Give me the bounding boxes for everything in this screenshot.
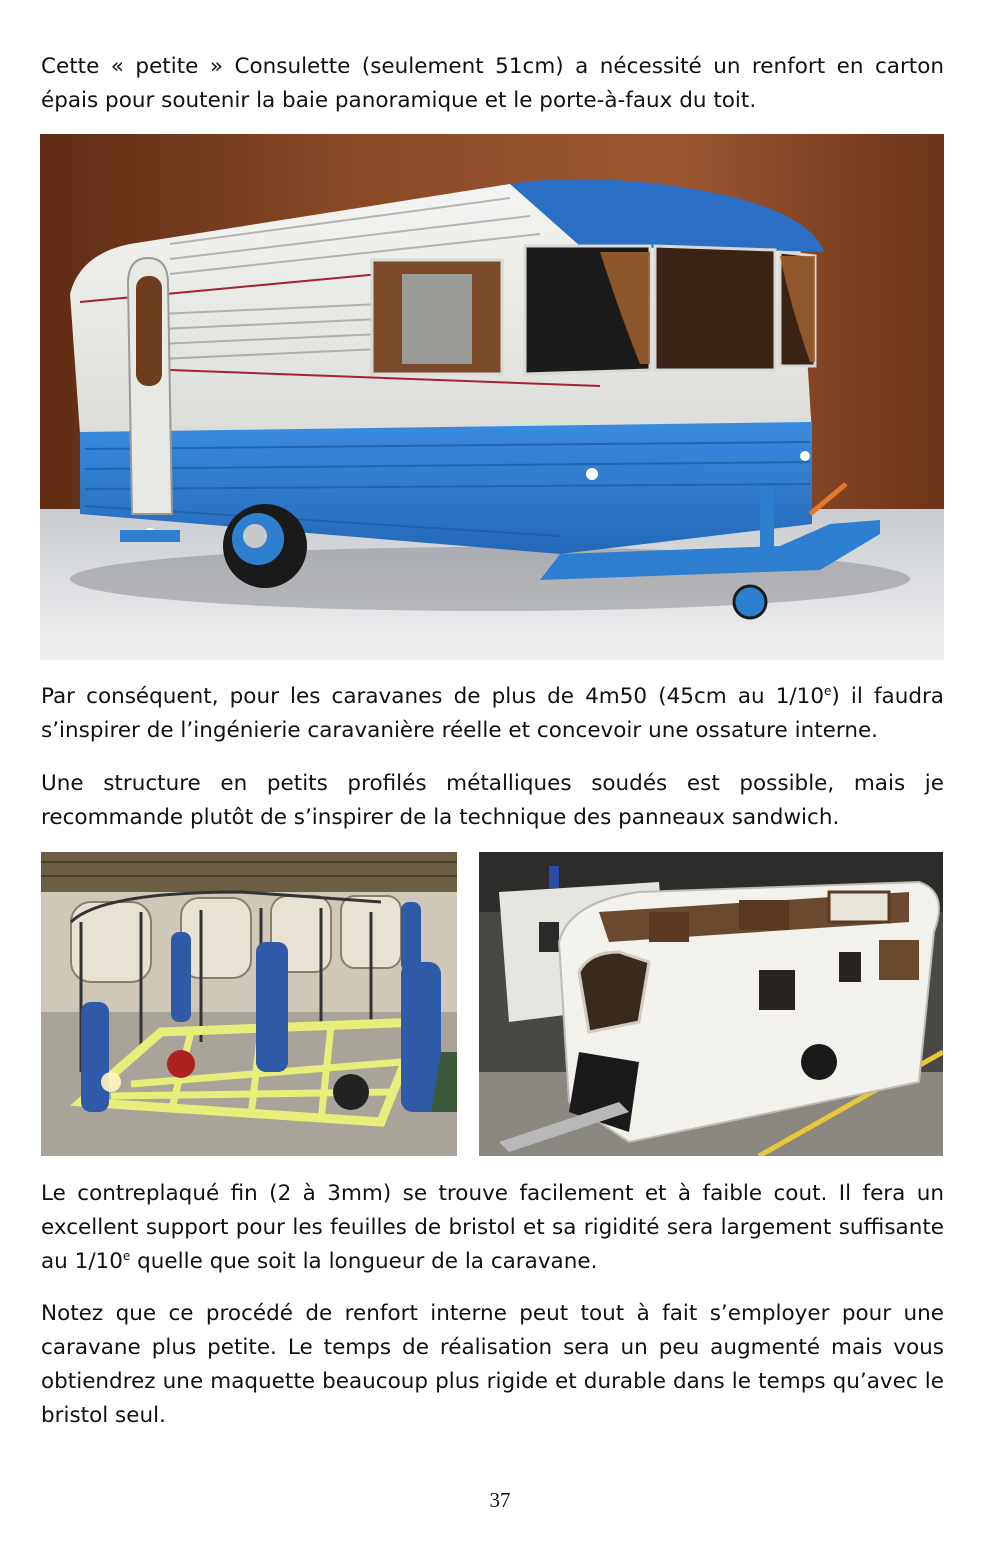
paragraph-ossature-text-end: ) il faudra s’inspirer de l’ingénierie caravanière réelle et concevoir une ossature interne.: [41, 684, 944, 743]
paragraph-contreplaque-text: Le contreplaqué fin (2 à 3mm) se trouve facilement et à faible cout. Il fera un excellent support pour les feuilles de bristol et sa rigidité sera largement suffisante au 1/10: [41, 1181, 944, 1274]
sandwich-panel-caravan-photo: [479, 852, 943, 1156]
superscript-e-2: e: [122, 1248, 131, 1263]
page-number: 37: [489, 1488, 511, 1512]
factory-chassis-photo: [41, 852, 457, 1156]
paragraph-intro: Cette « petite » Consulette (seulement 51cm) a nécessité un renfort en carton épais pour soutenir la baie panoramique et le porte-à-faux du toit.: [41, 54, 944, 113]
caravan-model-photo: [40, 134, 944, 660]
paragraph-renfort: Notez que ce procédé de renfort interne peut tout à fait s’employer pour une caravane plus petite. Le temps de réalisation sera un peu augmenté mais vous obtiendrez une maquette beaucoup plus rigide et durable dans le temps qu’avec le bristol seul.: [41, 1301, 944, 1428]
superscript-e: e: [824, 683, 832, 698]
paragraph-contreplaque: [41, 1177, 944, 1279]
paragraph-ossature-text: Par conséquent, pour les caravanes de plus de 4m50 (45cm au 1/10: [41, 684, 825, 709]
paragraph-structure: Une structure en petits profilés métalliques soudés est possible, mais je recommande plutôt de s’inspirer de la technique des panneaux sandwich.: [41, 771, 944, 830]
paragraph-ossature: [41, 680, 944, 748]
paragraph-contreplaque-text-end: quelle que soit la longueur de la caravane.: [130, 1249, 598, 1274]
